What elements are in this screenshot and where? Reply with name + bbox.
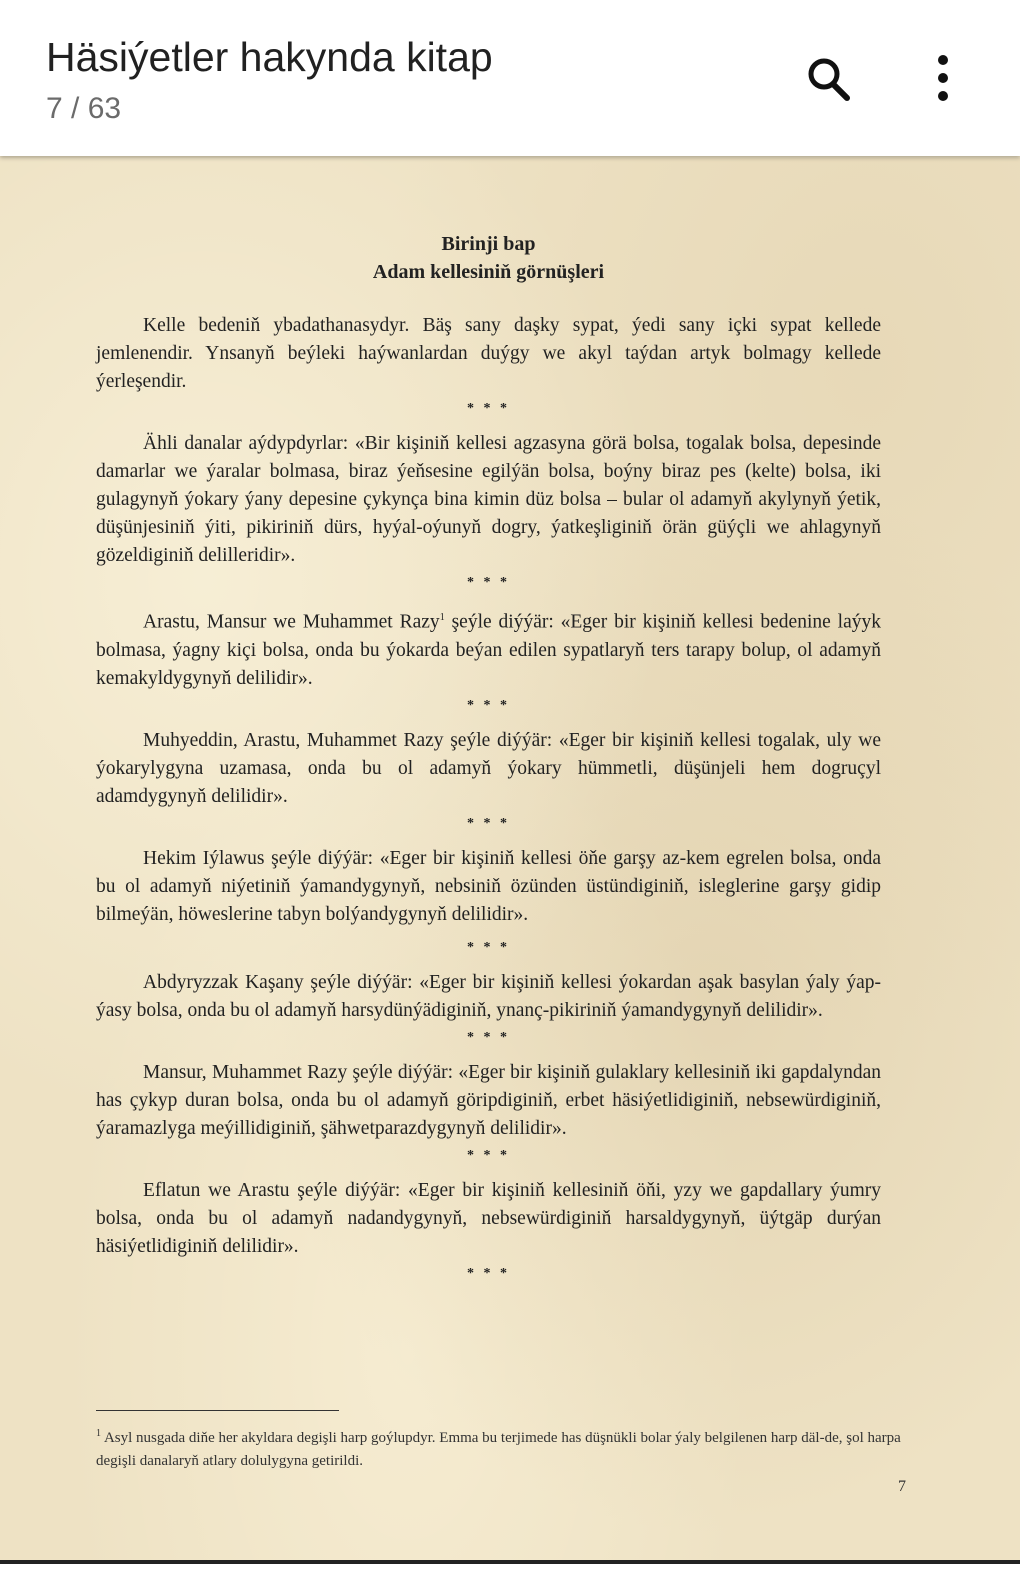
search-button[interactable] [800,48,860,108]
footnote-ref[interactable]: 1 [439,612,445,623]
paragraph: Ähli danalar aýdypdyrlar: «Bir kişiniň kellesi agzasyna görä bolsa, togalak bolsa, depesinde damarlar we ýaralar bolmasa, biraz ýeňsesine egilýän bolsa, boýny biraz pes (kelte) bolsa, iki gulagynyň ýokary ýany depesine çykynça bina kimin düz bolsa – bular ol adamyň akylynyň ýetik, düşünjesiniň ýiti, pikiriniň dürs, hyýal-oýunyň dogry, ýatkeşliginiň örän güýçli we ahlagynyň gözeldiginiň delilleridir». [96,433,881,566]
more-vert-icon [925,48,965,108]
book-page[interactable] [0,158,1020,1560]
separator: * * * [467,697,510,713]
paragraph [96,604,881,693]
separator: * * * [467,401,510,416]
page-content [96,230,881,1295]
more-options-button[interactable] [925,48,985,108]
bottom-area [0,1564,1020,1592]
separator: * * * [467,1029,510,1045]
separator: * * * [467,939,510,955]
page-indicator: 7 / 63 [46,92,122,125]
chapter-heading: Adam kellesiniň görnüşleri [372,261,605,283]
paragraph: Mansur, Muhammet Razy şeýle diýýär: «Eger bir kişiniň gulaklary kellesiniň iki gapdalyndan has çykyp duran bolsa, onda bu ol adamyň göripdiginiň, erbet häsiýetlidiginiň, nebsewürdiginiň, ýaramazlyga meýillidiginiň, şähwetparazdygynyň delilidir». [96,1061,881,1139]
app-bar [0,0,1020,156]
separator: * * * [467,1265,510,1281]
footnote-mark: 1 [96,1428,101,1439]
footnote [96,1422,911,1473]
separator: * * * [467,1147,510,1163]
separator: * * * [467,575,510,590]
paragraph: Abdyryzzak Kaşany şeýle diýýär: «Eger bir kişiniň kellesi ýokardan aşak basylan ýaly ýap-ýasy bolsa, onda bu ol adamyň harsydünýädiginiň, ynanç-pikiriniň ýamandygynyň delilidir». [96,971,881,1021]
paragraph-start: Arastu, Mansur we Muhammet Razy [143,611,440,633]
book-title: Häsiýetler hakynda kitap [46,34,493,80]
separator: * * * [467,815,510,831]
search-icon [800,48,860,108]
paragraph: Eflatun we Arastu şeýle diýýär: «Eger bir kişiniň kellesiniň öňi, yzy we gapdallary ýumry bolsa, onda bu ol adamyň nadandygynyň, nebsewürdiginiň harsaldygynyň, üýtgäp durýan häsiýetlidiginiň delilidir». [96,1179,881,1257]
paragraph: Muhyeddin, Arastu, Muhammet Razy şeýle diýýär: «Eger bir kişiniň kellesi togalak, uly we ýokarylygyna uzamasa, onda bu ol adamyň ýokary hümmetli, düşünjeli hem dogruçyl adamdygynyň delilidir». [96,729,881,807]
paragraph: Hekim Iýlawus şeýle diýýär: «Eger bir kişiniň kellesi öňe garşy az-kem egrelen bolsa, onda bu ol adamyň niýetiniň ýamandygynyň, nebsiniň özünden üstündiginiň, isleglerine garşy gidip bilmeýän, höweslerine tabyn bolýandygynyň delilidir». [96,847,881,925]
page-number: 7 [898,1478,906,1495]
chapter-title: Birinji bap [441,233,536,255]
paragraph: Kelle bedeniň ybadathanasydyr. Bäş sany daşky sypat, ýedi sany içki sypat kellede jemlenendir. Ynsanyň beýleki haýwanlardan duýgy we akyl taýdan artyk bolmagy kellede ýerleşendir. [96,315,881,392]
paragraph-rest: şeýle diýýär: «Eger bir kişiniň kellesi bedenine laýyk bolmasa, ýagny kiçi bolsa, onda bu ýokarda beýan edilen sypatlaryň ters tarapy bolup, ol adamyň kemakyldygynyň delilidir». [96,611,881,689]
footnote-divider [96,1410,339,1411]
footnote-text: Asyl nusgada diňe her akyldara degişli harp goýlupdyr. Emma bu terjimede has düşnükli bolar ýaly belgilenen harp däl-de, şol harpa degişli danalaryň atlary dolulygyna getirildi. [96,1430,901,1469]
